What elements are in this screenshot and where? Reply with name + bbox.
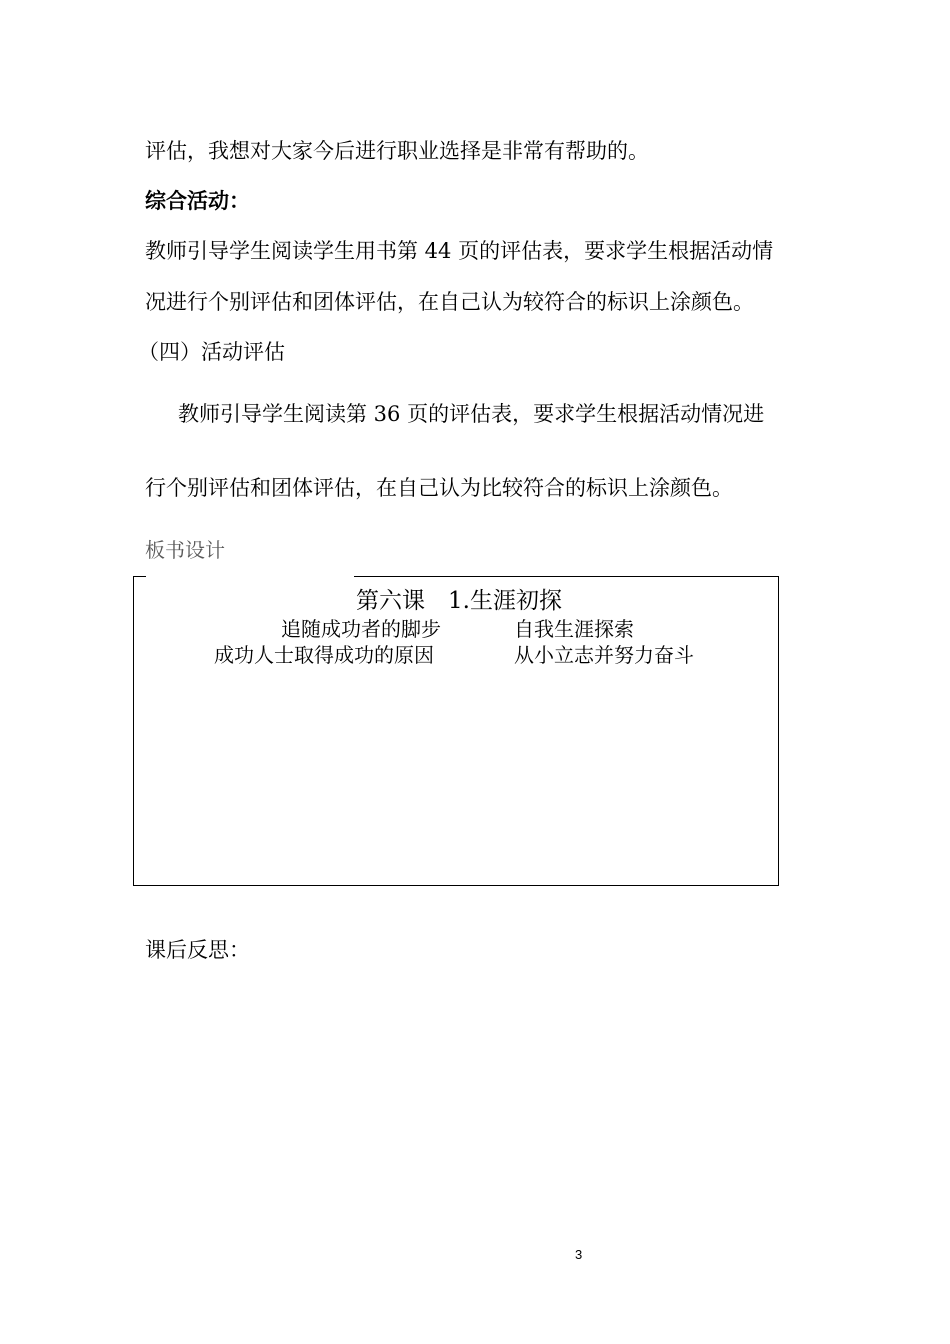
paragraph-activity-line-1: 教师引导学生阅读学生用书第 44 页的评估表，要求学生根据活动情 <box>145 239 774 263</box>
after-class-reflection-label: 课后反思： <box>145 938 250 962</box>
paragraph-evaluation-end: 评估，我想对大家今后进行职业选择是非常有帮助的。 <box>145 139 649 163</box>
paragraph-evaluation-line-2: 行个别评估和团体评估，在自己认为比较符合的标识上涂颜色。 <box>145 476 733 500</box>
board-row1-left: 追随成功者的脚步 <box>281 617 441 641</box>
board-title: 第六课 1.生涯初探 <box>356 588 562 614</box>
page-number: 3 <box>575 1247 583 1262</box>
section-heading-activity-evaluation: （四）活动评估 <box>138 340 285 364</box>
board-design-label: 板书设计 <box>145 538 225 562</box>
board-border-gap <box>146 574 354 580</box>
board-row1-right: 自我生涯探索 <box>514 617 634 641</box>
heading-comprehensive-activity: 综合活动： <box>145 188 250 213</box>
board-row2-left: 成功人士取得成功的原因 <box>214 643 434 667</box>
board-row2-right: 从小立志并努力奋斗 <box>514 643 694 667</box>
paragraph-activity-line-2: 况进行个别评估和团体评估，在自己认为较符合的标识上涂颜色。 <box>145 290 754 314</box>
paragraph-evaluation-line-1: 教师引导学生阅读第 36 页的评估表，要求学生根据活动情况进 <box>178 402 765 426</box>
blackboard-design-box <box>133 576 779 886</box>
